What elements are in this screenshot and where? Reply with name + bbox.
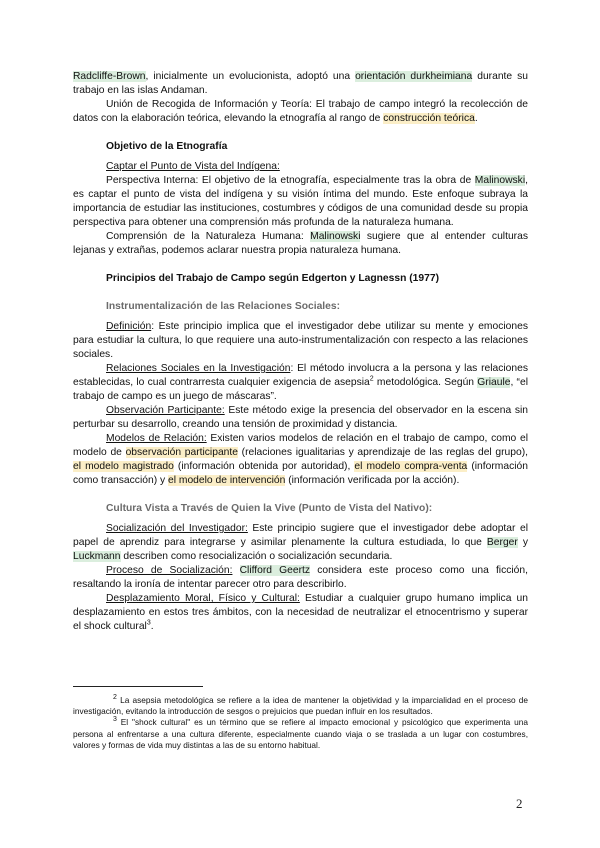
- footnote-ref-2[interactable]: 2: [369, 375, 374, 383]
- text-span: Socialización del Investigador:: [106, 523, 248, 534]
- text-span: Observación Participante:: [106, 405, 225, 416]
- paragraph-perspectiva: [73, 174, 528, 230]
- text-span: sugiere que al entender culturas lejanas y extrañas, podemos aclarar nuestra propia naturaleza humana.: [73, 231, 528, 256]
- main-text: [73, 70, 528, 634]
- text-span: (información como transacción) y: [73, 461, 528, 486]
- paragraph-radcliffe: [73, 70, 528, 98]
- text-span: Este principio sugiere que el investigador debe adoptar el papel de aprendiz para integrarse y asimilar plenamente la cultura estudiada, lo que: [73, 523, 529, 548]
- subheading-captar: [73, 160, 528, 174]
- text-span: Unión de Recogida de Información y Teoría: El trabajo de campo integró la recolección de datos con la elaboración teórica, elevando la etnografía al rango de: [73, 99, 528, 124]
- subheading-instrumentalizacion: Instrumentalización de las Relaciones Sociales:: [106, 301, 341, 312]
- highlight-modelo-compra-venta: el modelo compra-venta: [354, 461, 468, 472]
- highlight-radcliffe-brown: Radcliffe-Brown: [73, 71, 146, 82]
- text-span: .: [474, 113, 478, 124]
- highlight-construccion-teorica: construcción teórica: [383, 113, 475, 124]
- text-span: Existen varios modelos de relación en el trabajo de campo, como el modelo de: [73, 433, 528, 458]
- paragraph-proceso: [73, 564, 528, 592]
- text-span: metodológica. Según: [373, 377, 478, 388]
- text-span: (información obtenida por autoridad),: [173, 461, 355, 472]
- paragraph-observacion: [73, 404, 528, 432]
- text-span: (información verificada por la acción).: [285, 475, 460, 486]
- paragraph-modelos: [73, 432, 528, 488]
- text-span: Desplazamiento Moral, Físico y Cultural:: [106, 593, 300, 604]
- text-span: (relaciones igualitarias y aprendizaje de las reglas del grupo),: [238, 447, 529, 458]
- footnote-3: [73, 717, 528, 751]
- highlight-malinowski: Malinowski: [474, 175, 526, 186]
- paragraph-desplazamiento: [73, 592, 528, 634]
- text-span: Definición: [106, 321, 152, 332]
- text-span: describen como resocialización o socialización secundaria.: [120, 551, 393, 562]
- paragraph-socializacion: [73, 522, 528, 564]
- highlight-observacion-participante: observación participante: [125, 447, 238, 458]
- text-span: , “el trabajo de campo es un juego de máscaras”.: [73, 377, 529, 402]
- footnote-separator: [73, 686, 203, 687]
- heading-objetivo: Objetivo de la Etnografía: [106, 141, 228, 152]
- text-span: Estudiar a cualquier grupo humano implica un desplazamiento en estos tres ámbitos, con la necesidad de neutralizar el etnocentrismo y superar el shock cultural: [73, 593, 528, 632]
- footnote-number: 3: [113, 716, 117, 724]
- paragraph-union: [73, 98, 528, 126]
- paragraph-comprension: [73, 230, 528, 258]
- highlight-modelo-intervencion: el modelo de intervención: [168, 475, 286, 486]
- text-span: [232, 565, 239, 576]
- highlight-luckmann: Luckmann: [73, 551, 121, 562]
- highlight-durkheim: orientación durkheimiana: [355, 71, 473, 82]
- paragraph-relaciones: [73, 362, 528, 404]
- text-span: : Este principio implica que el investigador debe utilizar su mente y emociones para estudiar la cultura, lo que requiere una auto-instrumentalización con respecto a las relaciones sociales.: [73, 321, 528, 360]
- highlight-berger: Berger: [486, 537, 518, 548]
- text-span: Relaciones Sociales en la Investigación: [106, 363, 291, 374]
- text-span: Proceso de Socialización:: [106, 565, 233, 576]
- text-span: Comprensión de la Naturaleza Humana:: [106, 231, 311, 242]
- footnote-text: La asepsia metodológica se refiere a la idea de mantener la objetividad y la imparcialidad en el proceso de investigación, evitando la introducción de sesgos o prejuicios que puedan influir en los resultados.: [73, 695, 528, 717]
- footnote-ref-3[interactable]: 3: [146, 619, 151, 627]
- subheading-cultura-vista: Cultura Vista a Través de Quien la Vive (Punto de Vista del Nativo):: [106, 503, 433, 514]
- highlight-malinowski: Malinowski: [310, 231, 361, 242]
- text-span: , es captar el punto de vista del indígena y su visión íntima del mundo. Este enfoque subraya la importancia de estudiar las instituciones, costumbres y códigos de una comunidad desde su propia perspectiva para obtener una comprensión más profunda de la naturaleza humana.: [73, 175, 528, 228]
- text-span: Perspectiva Interna: El objetivo de la etnografía, especialmente tras la obra de: [106, 175, 475, 186]
- footnote-2: [73, 695, 528, 717]
- highlight-clifford-geertz: Clifford Geertz: [239, 565, 311, 576]
- paragraph-definicion: [73, 320, 528, 362]
- text-span: durante su trabajo en las islas Andaman.: [73, 71, 528, 96]
- page-number: 2: [516, 796, 523, 811]
- text-span: Este método exige la presencia del observador en la escena sin perturbar su desarrollo, creando una tensión de proximidad y distancia.: [73, 405, 528, 430]
- text-span: Modelos de Relación:: [106, 433, 207, 444]
- highlight-griaule: Griaule: [477, 377, 511, 388]
- text-span: : El método involucra a la persona y las relaciones establecidas, lo cual contrarresta cualquier exigencia de asepsia: [73, 363, 529, 388]
- text-span: y: [517, 537, 529, 548]
- heading-principios: Principios del Trabajo de Campo según Edgerton y Lagnessn (1977): [106, 273, 440, 284]
- text-span: .: [150, 621, 154, 632]
- text-span: considera este proceso como una ficción, resaltando la ironía de intentar parecer otro para describirlo.: [73, 565, 528, 590]
- text-span: , inicialmente un evolucionista, adoptó una: [145, 71, 356, 82]
- footnote-text: El "shock cultural" es un término que se refiere al impacto emocional y psicológico que experimenta una persona al enfrentarse a una cultura diferente, especialmente cuando viaja o se traslada a un lugar con costumbres, valores y formas de vida muy distintas a las de su entorno habitual.: [73, 717, 528, 750]
- text-span: Captar el Punto de Vista del Indígena:: [106, 161, 280, 172]
- footnotes: [73, 686, 528, 751]
- highlight-modelo-magistrado: el modelo magistrado: [73, 461, 174, 472]
- footnote-number: 2: [113, 694, 117, 702]
